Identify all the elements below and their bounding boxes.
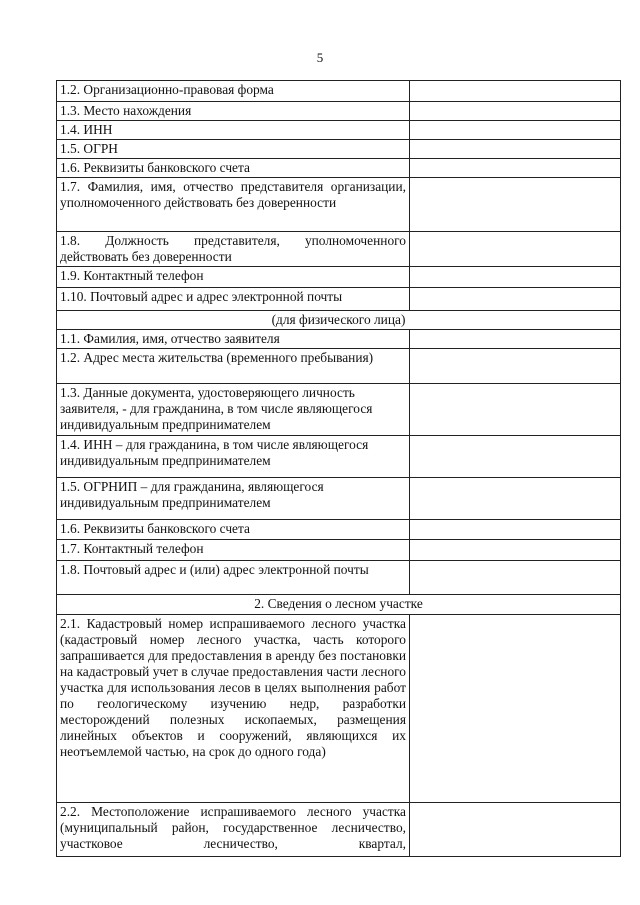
field-value-cell[interactable]: [410, 436, 621, 478]
field-label: 1.1. Фамилия, имя, отчество заявителя: [57, 330, 410, 349]
field-value-cell[interactable]: [410, 288, 621, 311]
form-row: [57, 232, 621, 267]
field-value-cell[interactable]: [410, 803, 621, 857]
field-label: 1.8. Почтовый адрес и (или) адрес электронной почты: [57, 561, 410, 595]
field-value-cell[interactable]: [410, 178, 621, 232]
field-label: 2.1. Кадастровый номер испрашиваемого лесного участка (кадастровый номер лесного участка, часть которого запрашивается для предоставления в аренду без постановки на кадастровый учет в случае предоставления части лесного участка для использования лесов в целях выполнения работ по геологическому изучению недр, разработки месторождений полезных ископаемых, размещения линейных объектов и сооружений, являющихся их неотъемлемой частью, на срок до одного года): [57, 615, 410, 803]
form-row: [57, 384, 621, 436]
field-label: 1.3. Место нахождения: [57, 102, 410, 121]
field-label: 1.5. ОГРН: [57, 140, 410, 159]
field-value-cell[interactable]: [410, 232, 621, 267]
field-value-cell[interactable]: [410, 540, 621, 561]
form-row: [57, 540, 621, 561]
form-row: [57, 288, 621, 311]
form-row: [57, 178, 621, 232]
form-row: [57, 436, 621, 478]
field-value-cell[interactable]: [410, 140, 621, 159]
form-row: [57, 140, 621, 159]
form-row: [57, 330, 621, 349]
field-value-cell[interactable]: [410, 81, 621, 102]
field-label: 1.6. Реквизиты банковского счета: [57, 520, 410, 540]
form-row: [57, 311, 621, 330]
field-value-cell[interactable]: [410, 520, 621, 540]
field-value-cell[interactable]: [410, 349, 621, 384]
page-number: 5: [316, 50, 324, 65]
form-row: [57, 121, 621, 140]
field-label: 1.3. Данные документа, удостоверяющего личность заявителя, - для гражданина, в том числе являющегося индивидуальным предпринимателем: [57, 384, 410, 436]
field-value-cell[interactable]: [410, 102, 621, 121]
field-label: 1.4. ИНН: [57, 121, 410, 140]
field-label: 1.7. Фамилия, имя, отчество представителя организации, уполномоченного действовать без доверенности: [57, 178, 410, 232]
form-row: [57, 267, 621, 288]
field-label: 1.5. ОГРНИП – для гражданина, являющегося индивидуальным предпринимателем: [57, 478, 410, 520]
field-label: 1.2. Организационно-правовая форма: [57, 81, 410, 102]
section-heading: 2. Сведения о лесном участке: [57, 595, 621, 615]
form-row: [57, 595, 621, 615]
form-row: [57, 478, 621, 520]
form-row: [57, 803, 621, 857]
form-row: [57, 349, 621, 384]
field-label: 1.8. Должность представителя, уполномоченного действовать без доверенности: [57, 232, 410, 267]
field-value-cell[interactable]: [410, 267, 621, 288]
field-value-cell[interactable]: [410, 330, 621, 349]
field-value-cell[interactable]: [410, 159, 621, 178]
field-label: 1.4. ИНН – для гражданина, в том числе являющегося индивидуальным предпринимателем: [57, 436, 410, 478]
application-form-table: [56, 80, 621, 857]
field-value-cell[interactable]: [410, 561, 621, 595]
field-value-cell[interactable]: [410, 615, 621, 803]
field-label: 2.2. Местоположение испрашиваемого лесного участка (муниципальный район, государственное лесничество, участковое лесничество, квартал,: [57, 803, 410, 857]
field-value-cell[interactable]: [410, 384, 621, 436]
form-row: [57, 615, 621, 803]
field-label: 1.2. Адрес места жительства (временного пребывания): [57, 349, 410, 384]
form-row: [57, 159, 621, 178]
form-row: [57, 81, 621, 102]
field-value-cell[interactable]: [410, 121, 621, 140]
field-label: 1.6. Реквизиты банковского счета: [57, 159, 410, 178]
form-row: [57, 561, 621, 595]
form-row: [57, 520, 621, 540]
subject-type-note: (для физического лица): [57, 311, 621, 330]
field-label: 1.9. Контактный телефон: [57, 267, 410, 288]
field-value-cell[interactable]: [410, 478, 621, 520]
field-label: 1.7. Контактный телефон: [57, 540, 410, 561]
field-label: 1.10. Почтовый адрес и адрес электронной почты: [57, 288, 410, 311]
form-row: [57, 102, 621, 121]
